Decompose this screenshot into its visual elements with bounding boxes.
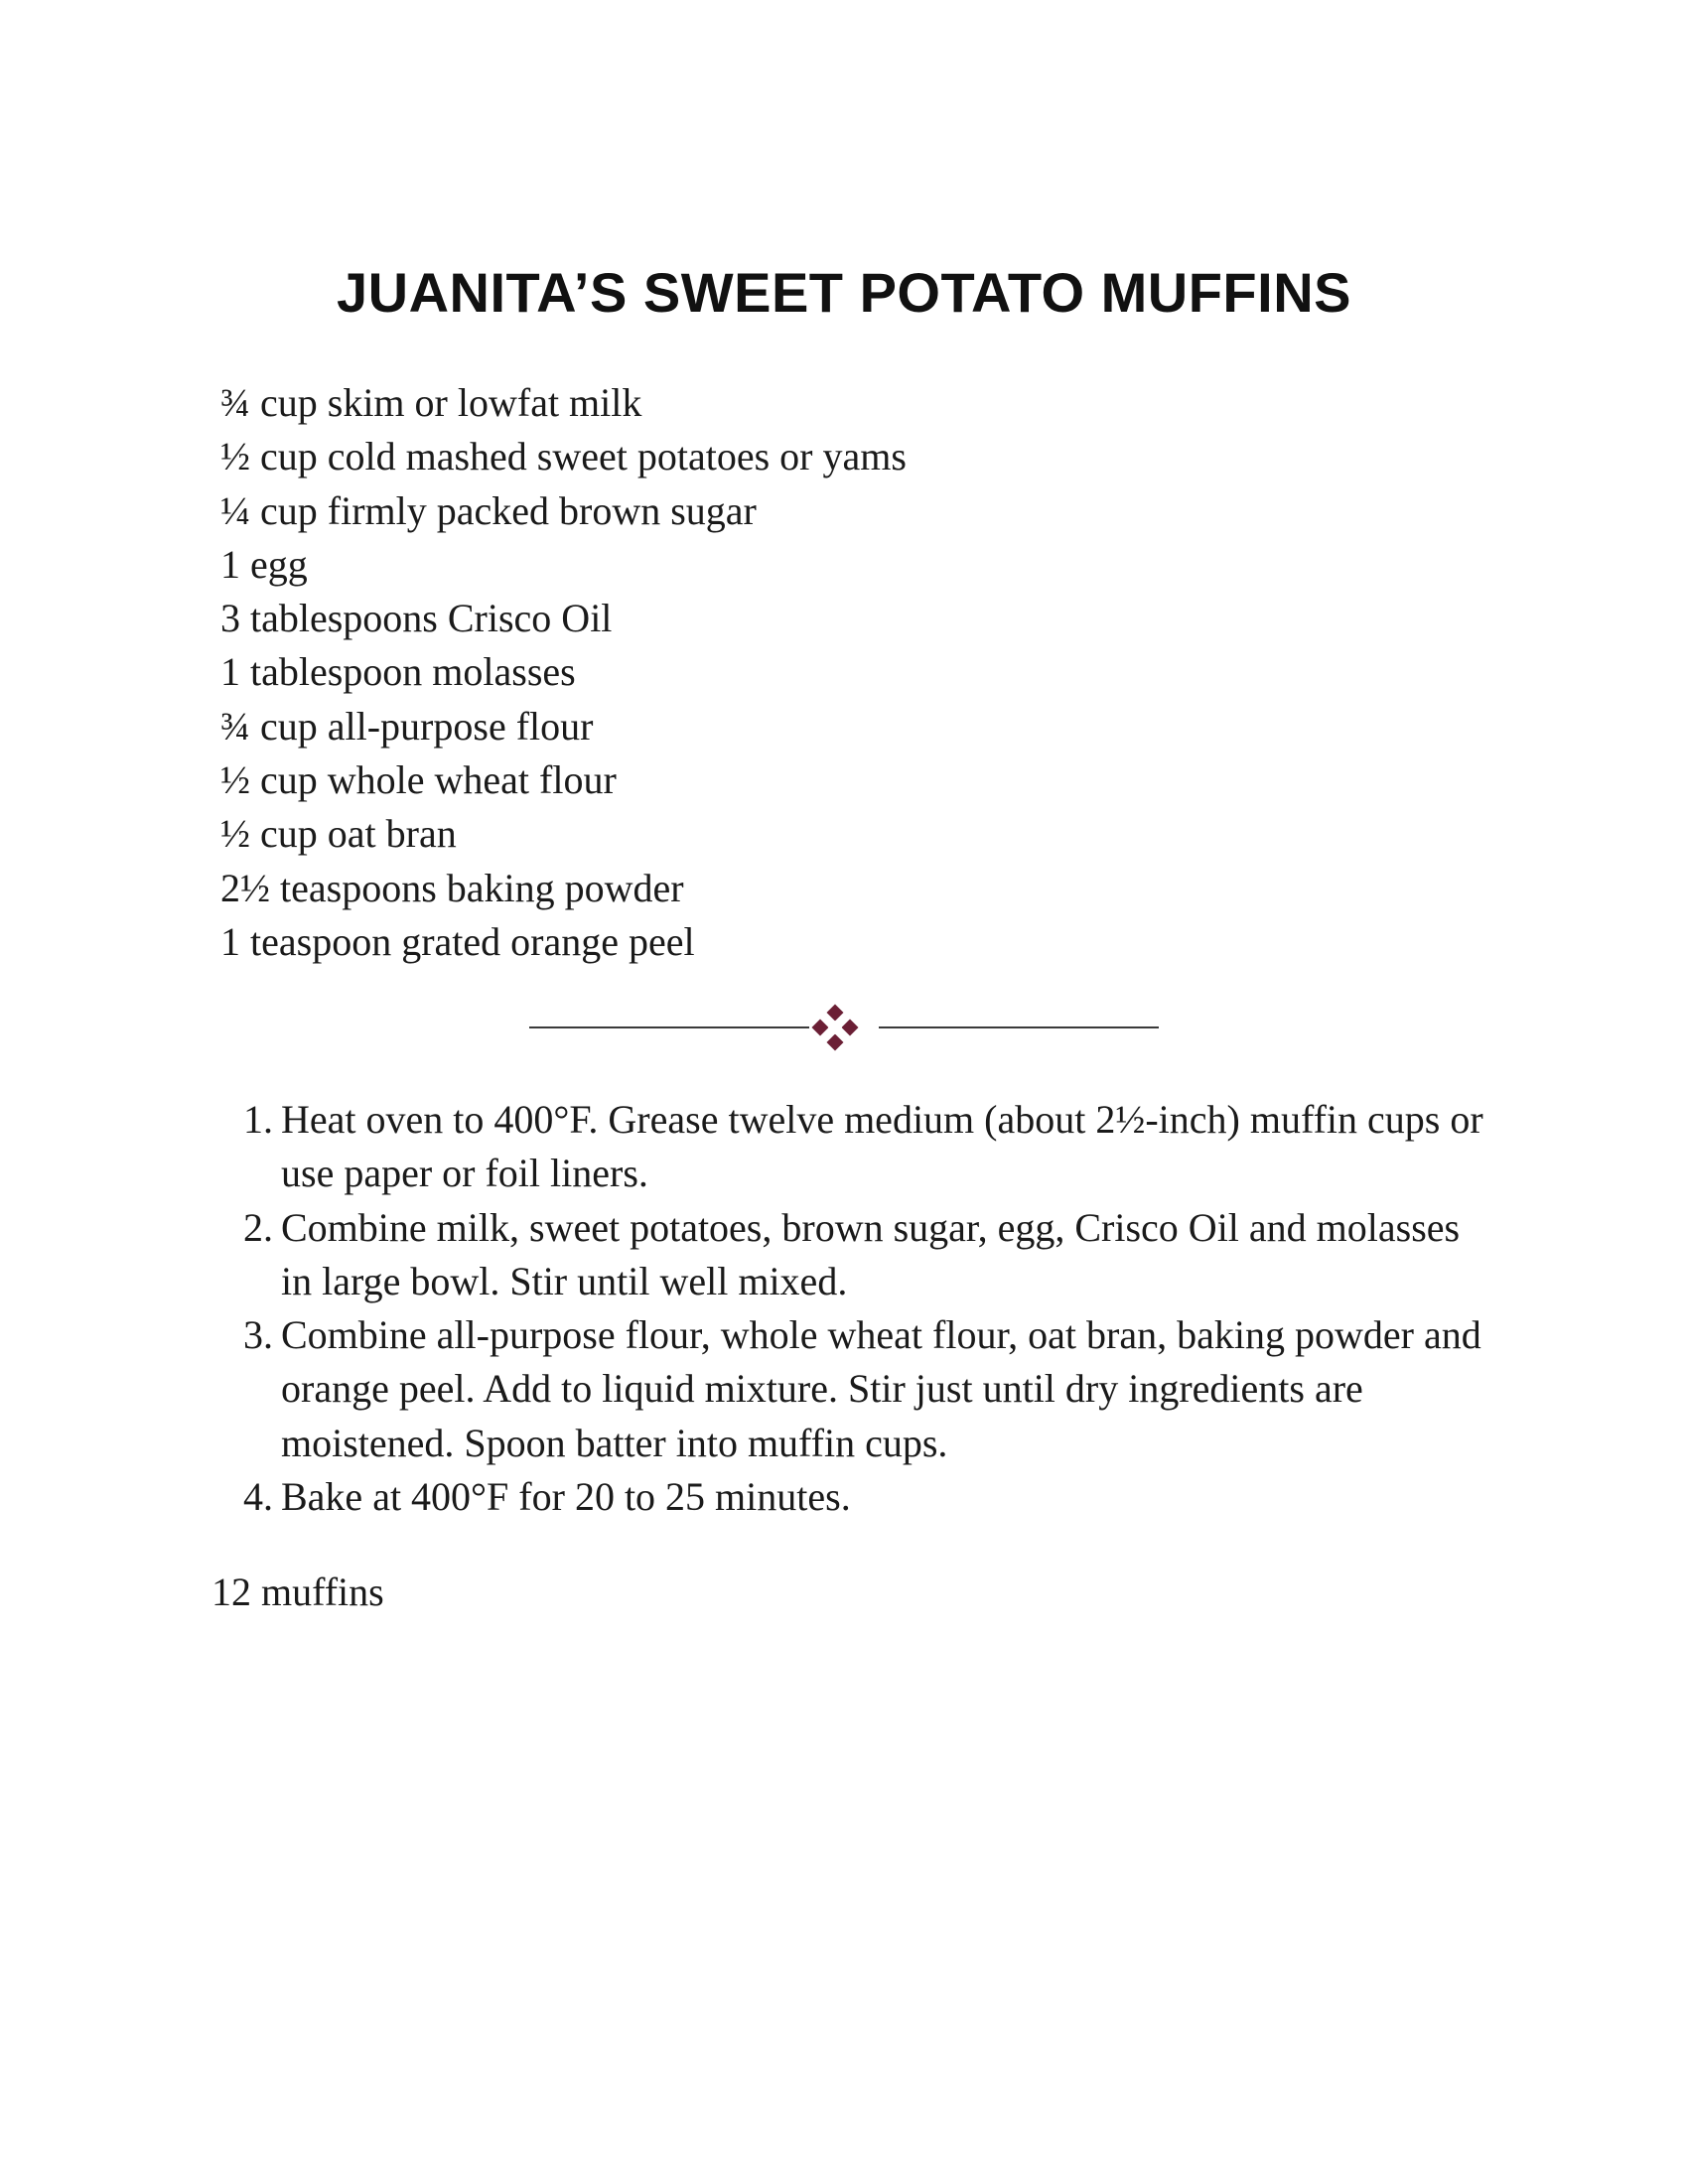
ingredient-item: 1 egg [220, 541, 308, 587]
diamond-ornament-icon [812, 1005, 859, 1051]
step-text: Combine milk, sweet potatoes, brown sugar, egg, Crisco Oil and molasses in large bowl. Stir until well mixed. [281, 1204, 1461, 1303]
step-number: 3. [243, 1312, 273, 1358]
instruction-step [238, 1093, 1489, 1201]
step-text: Combine all-purpose flour, whole wheat flour, oat bran, baking powder and orange peel. Add to liquid mixture. Stir just until dry ingredients are moistened. Spoon batter into muffin cups. [281, 1312, 1481, 1465]
section-divider [529, 1003, 1159, 1052]
step-number: 1. [243, 1097, 273, 1142]
step-text: Bake at 400°F for 20 to 25 minutes. [281, 1474, 851, 1520]
ingredient-item: ½ cup whole wheat flour [220, 757, 617, 803]
ingredient-item: ¾ cup all-purpose flour [220, 703, 594, 749]
recipe-yield: 12 muffins [211, 1570, 384, 1614]
ingredient-item: 1 tablespoon molasses [220, 649, 576, 695]
instruction-step [238, 1470, 1489, 1524]
instructions-list [238, 1093, 1489, 1524]
ingredient-item: 1 teaspoon grated orange peel [220, 918, 695, 964]
recipe-title: JUANITA’S SWEET POTATO MUFFINS [337, 261, 1351, 324]
step-number: 2. [243, 1204, 273, 1250]
instruction-step [238, 1201, 1489, 1309]
ingredient-item: 3 tablespoons Crisco Oil [220, 596, 613, 641]
ingredients-list [220, 376, 907, 969]
ingredient-item: 2½ teaspoons baking powder [220, 865, 684, 910]
step-number: 4. [243, 1474, 273, 1520]
instruction-step [238, 1308, 1489, 1470]
ingredient-item: ½ cup cold mashed sweet potatoes or yams [220, 434, 907, 479]
ingredient-item: ¼ cup firmly packed brown sugar [220, 487, 757, 533]
ingredient-item: ¾ cup skim or lowfat milk [220, 380, 642, 425]
step-text: Heat oven to 400°F. Grease twelve medium (about 2½-inch) muffin cups or use paper or foil liners. [281, 1097, 1483, 1196]
ingredient-item: ½ cup oat bran [220, 811, 457, 857]
